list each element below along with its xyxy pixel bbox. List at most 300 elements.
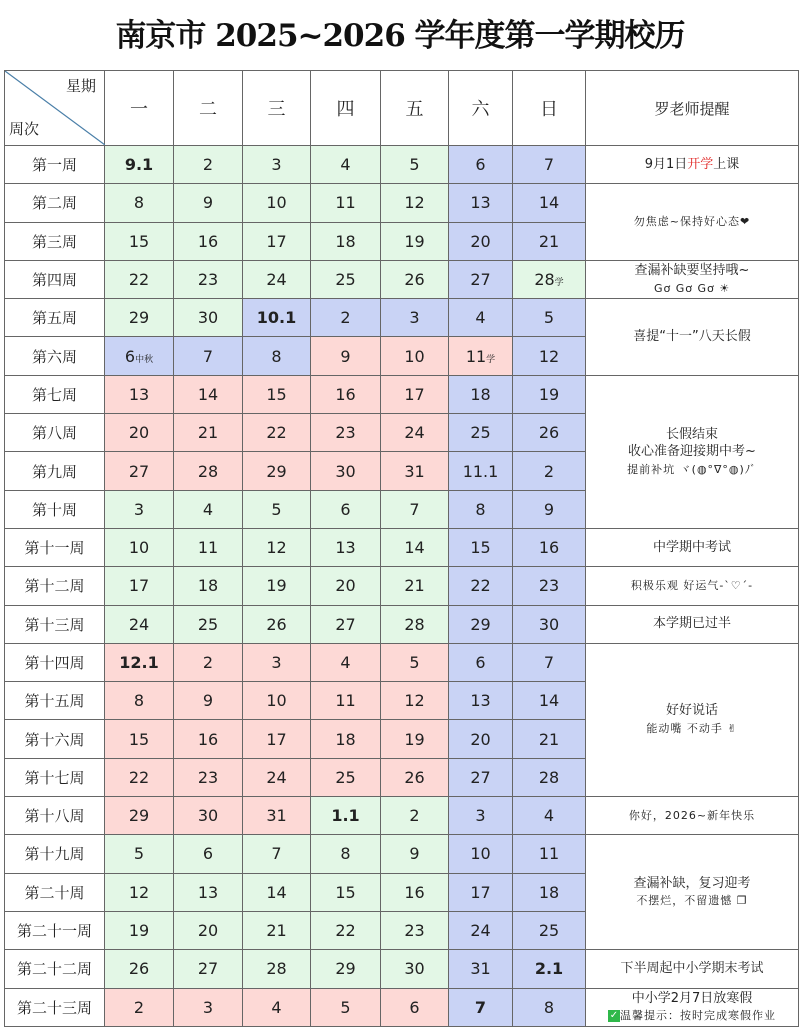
date-cell: [105, 758, 174, 796]
week-label: 第七周: [5, 375, 105, 413]
reminder-note: [586, 528, 799, 566]
date-value: 19: [128, 921, 150, 941]
date-cell: [174, 490, 243, 528]
note-text: 积极乐观 好运气-`♡´-: [630, 579, 754, 593]
date-value: 9: [409, 844, 420, 864]
week-row: [5, 950, 799, 988]
date-value: 20: [470, 231, 491, 251]
date-value: 15: [470, 538, 491, 558]
date-cell: [381, 452, 449, 490]
date-value: 11: [335, 691, 356, 711]
date-cell: [105, 414, 174, 452]
date-cell: [174, 567, 243, 605]
date-value: 25: [335, 767, 356, 787]
corner-header: [5, 71, 105, 146]
date-value: 15: [335, 882, 356, 902]
date-cell: [243, 758, 311, 796]
date-value: 12: [538, 346, 560, 366]
date-cell: [105, 299, 174, 337]
date-cell: [174, 643, 243, 681]
date-value: 8: [475, 499, 486, 519]
date-cell: [513, 260, 586, 298]
date-value: 13: [335, 538, 356, 558]
notes-header: 罗老师提醒: [586, 71, 799, 146]
date-value: 22: [128, 270, 150, 290]
date-cell: [381, 260, 449, 298]
date-cell: [311, 337, 381, 375]
week-label: 第二十一周: [5, 911, 105, 949]
date-value: 4: [340, 155, 351, 175]
date-cell: [243, 260, 311, 298]
date-value: 29: [335, 959, 356, 979]
date-value: 30: [197, 308, 219, 328]
note-text: 中小学2月7日放寒假: [631, 990, 753, 1006]
note-text: 开学: [687, 156, 714, 172]
note-line: [586, 720, 798, 738]
date-value: 9: [202, 193, 214, 213]
date-value: 23: [538, 576, 560, 596]
date-value: 27: [197, 959, 219, 979]
date-value: 27: [470, 767, 491, 787]
date-value: 25: [197, 614, 219, 634]
date-cell: [105, 911, 174, 949]
date-value: 7: [474, 997, 487, 1017]
date-value: 10: [470, 844, 491, 864]
date-cell: [105, 222, 174, 260]
date-value: 6: [409, 997, 420, 1017]
date-value: 6: [124, 346, 136, 366]
date-value: 26: [128, 959, 150, 979]
date-value: 21: [197, 423, 219, 443]
date-cell: [311, 146, 381, 184]
date-value: 20: [335, 576, 356, 596]
date-value: 14: [266, 882, 287, 902]
date-cell: [449, 375, 513, 413]
note-text: 中学期中考试: [652, 539, 731, 555]
date-cell: [243, 414, 311, 452]
day-header-tue: 二: [174, 71, 243, 146]
date-cell: [449, 758, 513, 796]
date-cell: [243, 682, 311, 720]
date-cell: [449, 797, 513, 835]
date-value: 14: [197, 384, 219, 404]
date-cell: [513, 299, 586, 337]
date-value: 23: [197, 270, 219, 290]
week-row: [5, 184, 799, 222]
date-cell: [381, 720, 449, 758]
date-cell: [105, 720, 174, 758]
date-cell: [243, 490, 311, 528]
date-value: 7: [202, 346, 214, 366]
date-cell: [311, 835, 381, 873]
date-value: 17: [404, 384, 425, 404]
date-value: 22: [128, 767, 150, 787]
week-row: [5, 797, 799, 835]
date-cell: [174, 911, 243, 949]
date-value: 10: [266, 193, 287, 213]
date-value: 17: [128, 576, 150, 596]
date-cell: [105, 528, 174, 566]
date-cell: [174, 452, 243, 490]
date-cell: [311, 873, 381, 911]
date-value: 21: [266, 921, 287, 941]
date-value: 28: [534, 270, 555, 290]
note-text: 好好说话: [665, 703, 718, 719]
date-cell: [311, 720, 381, 758]
date-cell: [381, 299, 449, 337]
week-row: [5, 528, 799, 566]
date-value: 11: [335, 193, 356, 213]
date-value: 27: [128, 461, 150, 481]
date-cell: [449, 490, 513, 528]
note-line: [586, 807, 798, 825]
reminder-note: [586, 299, 799, 376]
date-cell: [243, 222, 311, 260]
date-value: 29: [128, 806, 150, 826]
note-text: 喜提“十一”八天长假: [633, 329, 751, 345]
date-value: 2: [202, 155, 214, 175]
date-value: 5: [133, 844, 145, 864]
week-row: [5, 375, 799, 413]
date-cell: [449, 337, 513, 375]
date-cell: [513, 222, 586, 260]
date-value: 21: [404, 576, 425, 596]
date-value: 26: [404, 767, 425, 787]
date-cell: [381, 146, 449, 184]
date-cell: [513, 146, 586, 184]
date-value: 5: [271, 499, 282, 519]
date-cell: [513, 720, 586, 758]
date-value: 12: [128, 882, 150, 902]
date-cell: [513, 528, 586, 566]
date-value: 25: [335, 270, 356, 290]
week-row: [5, 567, 799, 605]
date-cell: [174, 222, 243, 260]
note-text: 查漏补缺要坚持哦~: [634, 262, 750, 278]
reminder-note: [586, 605, 799, 643]
date-value: 10: [128, 538, 150, 558]
date-cell: [449, 567, 513, 605]
reminder-note: [586, 988, 799, 1026]
date-cell: [174, 337, 243, 375]
week-row: [5, 146, 799, 184]
date-value: 9: [543, 499, 555, 519]
note-text: 不摆烂，不留遗憾 ❐: [636, 894, 748, 908]
day-header-mon: 一: [105, 71, 174, 146]
date-cell: [174, 414, 243, 452]
date-cell: [243, 643, 311, 681]
date-cell: [513, 758, 586, 796]
date-value: 16: [197, 231, 219, 251]
week-label: 第二周: [5, 184, 105, 222]
week-row: [5, 835, 799, 873]
note-line: [586, 262, 798, 280]
date-value: 1.1: [331, 806, 360, 826]
date-cell: [311, 643, 381, 681]
date-value: 29: [470, 614, 491, 634]
week-label: 第二十三周: [5, 988, 105, 1026]
date-cell: [513, 452, 586, 490]
week-label: 第六周: [5, 337, 105, 375]
date-value: 31: [470, 959, 491, 979]
date-cell: [243, 146, 311, 184]
date-cell: [311, 988, 381, 1026]
date-cell: [381, 184, 449, 222]
date-value: 3: [133, 499, 145, 519]
note-line: [586, 960, 798, 978]
date-value: 22: [470, 576, 491, 596]
date-value: 11: [197, 538, 219, 558]
note-text: 本学期已过半: [652, 616, 731, 632]
date-value: 18: [470, 384, 491, 404]
date-cell: [513, 835, 586, 873]
date-value: 28: [266, 959, 287, 979]
date-value: 3: [202, 997, 214, 1017]
week-label: 第十五周: [5, 682, 105, 720]
note-text: 收心准备迎接期中考~: [628, 444, 756, 460]
note-text: 下半周起中小学期末考试: [620, 961, 764, 977]
date-value: 4: [475, 308, 486, 328]
date-cell: [311, 184, 381, 222]
date-value: 24: [266, 270, 287, 290]
note-line: [586, 892, 798, 910]
date-value: 11: [538, 844, 560, 864]
date-value: 8: [133, 691, 145, 711]
date-cell: [243, 452, 311, 490]
date-value: 27: [335, 614, 356, 634]
date-cell: [381, 222, 449, 260]
date-cell: [311, 797, 381, 835]
date-cell: [381, 414, 449, 452]
date-value: 15: [128, 231, 150, 251]
note-line: [586, 156, 798, 174]
note-text: 9月1日: [644, 156, 688, 172]
date-cell: [513, 950, 586, 988]
date-cell: [381, 528, 449, 566]
note-line: [586, 539, 798, 557]
date-cell: [243, 337, 311, 375]
date-cell: [449, 835, 513, 873]
date-cell: [243, 299, 311, 337]
date-cell: [174, 835, 243, 873]
week-label: 第十周: [5, 490, 105, 528]
date-value: 3: [271, 653, 282, 672]
date-cell: [174, 375, 243, 413]
date-value: 6: [202, 844, 214, 864]
date-value: 7: [543, 155, 555, 175]
date-cell: [449, 222, 513, 260]
week-row: [5, 643, 799, 681]
note-text: 上课: [713, 156, 740, 172]
date-cell: [449, 299, 513, 337]
date-value: 5: [409, 155, 420, 175]
date-value: 9.1: [124, 155, 154, 175]
date-value: 14: [538, 193, 560, 213]
date-value: 20: [470, 729, 491, 749]
week-label: 第十六周: [5, 720, 105, 758]
week-label: 第十七周: [5, 758, 105, 796]
reminder-note: [586, 797, 799, 835]
note-text: 能动嘴 不动手 ✌: [646, 721, 738, 735]
date-value: 6: [475, 653, 486, 672]
day-header-fri: 五: [381, 71, 449, 146]
date-value: 2: [340, 308, 351, 328]
date-value: 21: [538, 231, 560, 251]
date-value: 9: [340, 346, 351, 366]
date-cell: [311, 605, 381, 643]
date-cell: [243, 873, 311, 911]
date-cell: [105, 835, 174, 873]
date-value: 17: [266, 231, 287, 251]
date-cell: [243, 528, 311, 566]
date-cell: [174, 758, 243, 796]
date-value: 19: [404, 231, 425, 251]
date-cell: [513, 873, 586, 911]
date-cell: [449, 911, 513, 949]
date-cell: [243, 567, 311, 605]
date-cell: [105, 567, 174, 605]
date-cell: [449, 605, 513, 643]
date-cell: [381, 988, 449, 1026]
date-annotation: 中秋: [135, 354, 154, 365]
date-cell: [311, 950, 381, 988]
reminder-note: [586, 567, 799, 605]
date-cell: [449, 643, 513, 681]
date-value: 16: [538, 538, 560, 558]
date-cell: [105, 490, 174, 528]
date-cell: [449, 452, 513, 490]
date-value: 3: [409, 308, 420, 328]
note-line: [586, 1007, 798, 1025]
date-cell: [513, 414, 586, 452]
date-cell: [381, 835, 449, 873]
date-cell: [449, 720, 513, 758]
date-cell: [449, 414, 513, 452]
week-label: 第十四周: [5, 643, 105, 681]
reminder-note: [586, 950, 799, 988]
date-cell: [381, 337, 449, 375]
date-value: 19: [266, 576, 287, 596]
week-label: 第一周: [5, 146, 105, 184]
reminder-note: [586, 184, 799, 261]
note-line: [586, 577, 798, 595]
date-cell: [513, 988, 586, 1026]
note-text: 查漏补缺，复习迎考: [633, 875, 751, 891]
day-header-thu: 四: [311, 71, 381, 146]
date-cell: [174, 146, 243, 184]
date-value: 15: [266, 384, 287, 404]
week-label: 第二十周: [5, 873, 105, 911]
date-cell: [311, 490, 381, 528]
date-cell: [105, 797, 174, 835]
date-value: 20: [128, 423, 150, 443]
date-cell: [174, 950, 243, 988]
date-cell: [174, 528, 243, 566]
date-cell: [513, 375, 586, 413]
date-cell: [174, 988, 243, 1026]
date-value: 30: [335, 461, 356, 481]
date-cell: [513, 682, 586, 720]
date-cell: [105, 682, 174, 720]
date-value: 13: [470, 193, 491, 213]
date-cell: [174, 720, 243, 758]
date-value: 19: [404, 729, 425, 749]
date-value: 19: [538, 384, 560, 404]
date-cell: [243, 797, 311, 835]
date-value: 18: [335, 231, 356, 251]
date-value: 8: [543, 997, 555, 1017]
check-icon: ✓: [609, 1009, 619, 1021]
week-label: 第十二周: [5, 567, 105, 605]
date-cell: [311, 414, 381, 452]
date-value: 2: [543, 461, 555, 481]
day-header-sat: 六: [449, 71, 513, 146]
date-cell: [311, 758, 381, 796]
date-value: 4: [543, 806, 555, 826]
reminder-note: [586, 146, 799, 184]
date-value: 17: [470, 882, 491, 902]
date-cell: [381, 490, 449, 528]
date-value: 8: [340, 844, 351, 864]
week-label: 第九周: [5, 452, 105, 490]
date-value: 5: [543, 308, 555, 328]
date-value: 26: [404, 270, 425, 290]
date-value: 26: [266, 614, 287, 634]
reminder-note: [586, 643, 799, 796]
date-cell: [449, 873, 513, 911]
week-row: [5, 988, 799, 1026]
date-value: 15: [128, 729, 150, 749]
date-cell: [311, 567, 381, 605]
day-header-sun: 日: [513, 71, 586, 146]
date-cell: [105, 950, 174, 988]
date-cell: [174, 797, 243, 835]
date-cell: [105, 988, 174, 1026]
week-label: 第十三周: [5, 605, 105, 643]
date-cell: [105, 873, 174, 911]
date-value: 16: [404, 882, 425, 902]
date-annotation: 学: [554, 278, 564, 289]
page-title: 南京市 2025~2026 学年度第一学期校历: [115, 18, 685, 54]
date-value: 7: [543, 653, 555, 672]
date-annotation: 学: [486, 354, 496, 365]
day-header-wed: 三: [243, 71, 311, 146]
note-text: 长假结束: [665, 426, 718, 442]
week-row: [5, 299, 799, 337]
date-cell: [311, 528, 381, 566]
week-label: 第二十二周: [5, 950, 105, 988]
date-cell: [381, 567, 449, 605]
date-cell: [513, 797, 586, 835]
date-cell: [243, 988, 311, 1026]
date-cell: [243, 720, 311, 758]
date-cell: [311, 911, 381, 949]
note-text: 提前补坑 ヾ(◍°∇°◍)ﾉﾞ: [627, 462, 757, 476]
date-value: 6: [340, 499, 351, 519]
date-value: 12: [266, 538, 287, 558]
date-cell: [243, 605, 311, 643]
week-label: 第十九周: [5, 835, 105, 873]
date-value: 12: [404, 193, 425, 213]
week-axis-label: 周次: [9, 120, 40, 138]
date-value: 12: [404, 691, 425, 711]
date-cell: [243, 911, 311, 949]
date-cell: [381, 682, 449, 720]
date-cell: [174, 682, 243, 720]
date-cell: [381, 797, 449, 835]
date-value: 23: [404, 921, 425, 941]
date-value: 20: [197, 921, 219, 941]
